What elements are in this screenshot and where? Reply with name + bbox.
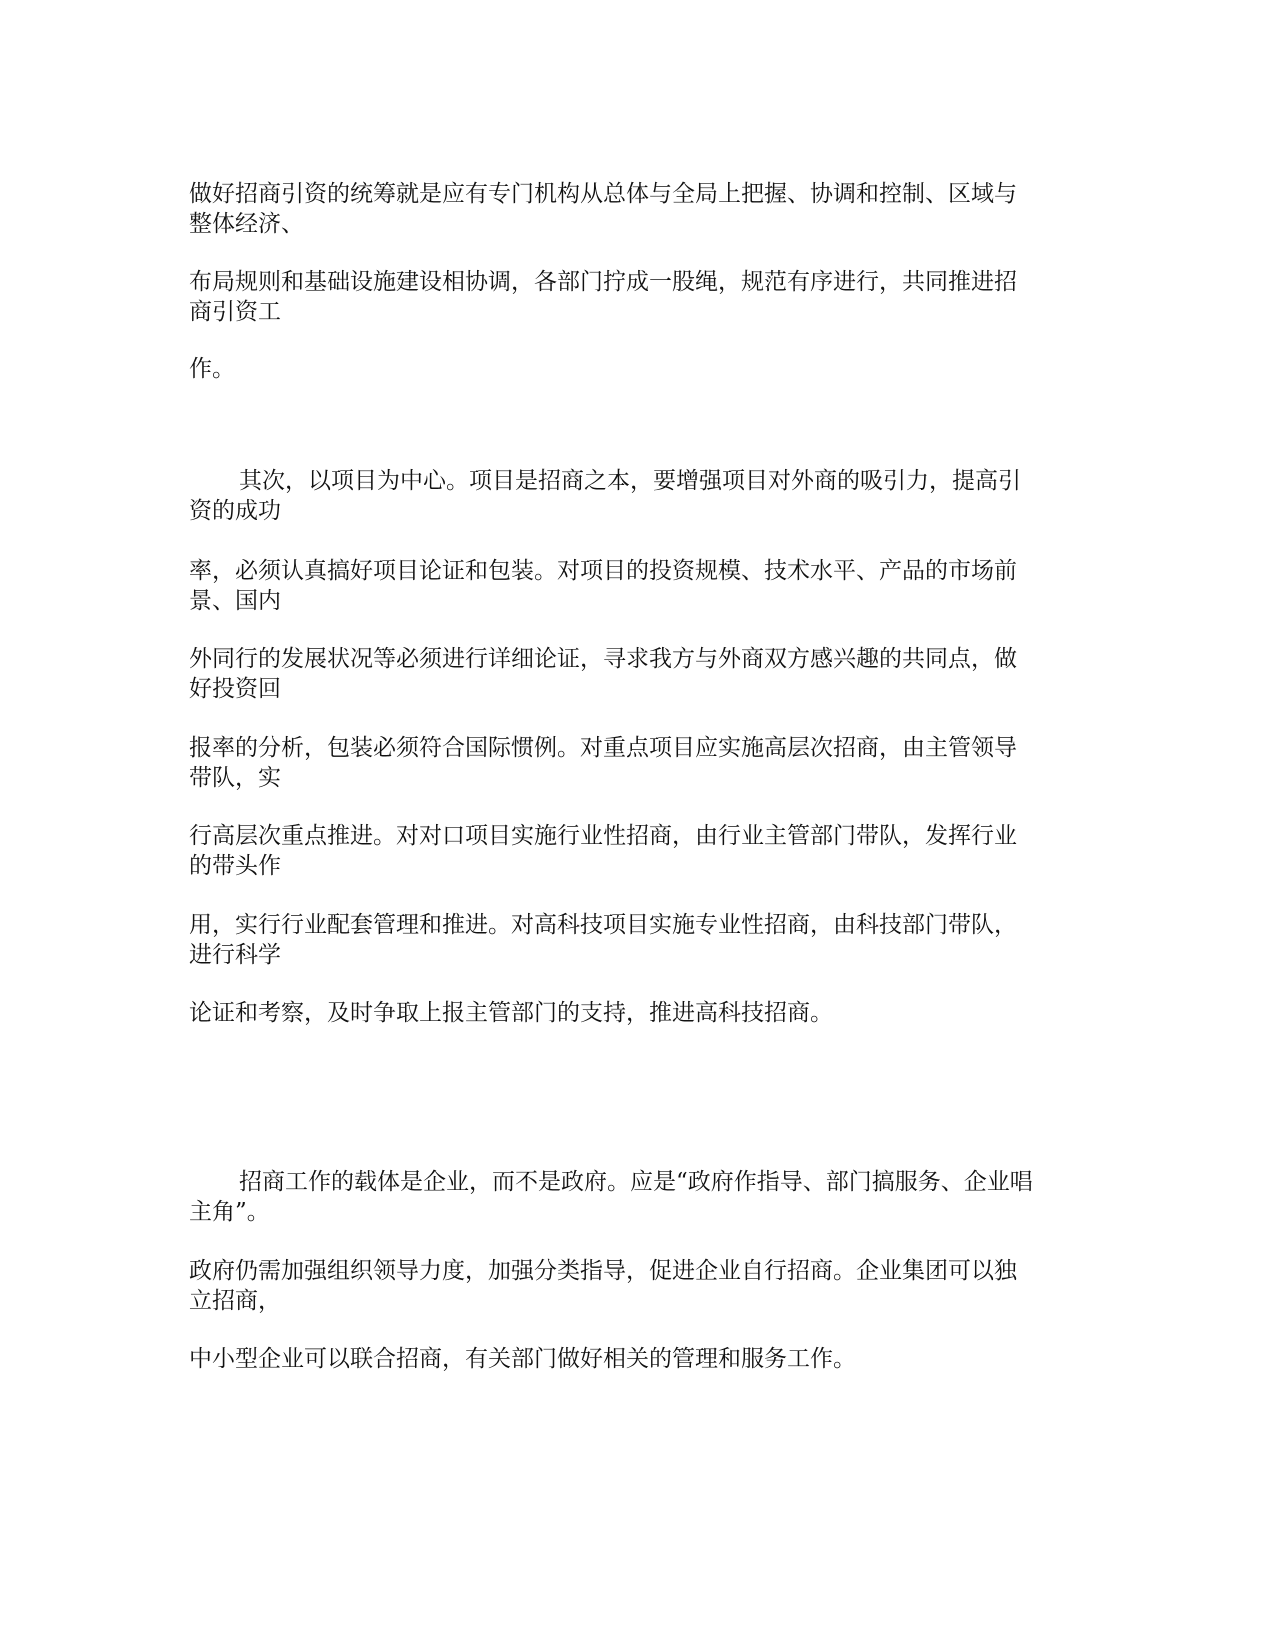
text-line: 用，实行行业配套管理和推进。对高科技项目实施专业性招商，由科技部门带队， [189, 912, 1017, 938]
text-line: 率，必须认真搞好项目论证和包装。对项目的投资规模、技术水平、产品的市场前 [189, 558, 1017, 584]
text-line: 主角”。 [189, 1199, 270, 1225]
text-line: 进行科学 [189, 942, 281, 968]
text-line: 的带头作 [189, 853, 281, 879]
text-line: 行高层次重点推进。对对口项目实施行业性招商，由行业主管部门带队，发挥行业 [189, 823, 1017, 849]
text-line: 中小型企业可以联合招商，有关部门做好相关的管理和服务工作。 [189, 1346, 856, 1372]
text-line: 做好招商引资的统筹就是应有专门机构从总体与全局上把握、协调和控制、区域与 [189, 181, 1017, 207]
text-line: 带队，实 [189, 765, 281, 791]
text-line: 布局规则和基础设施建设相协调，各部门拧成一股绳，规范有序进行，共同推进招 [189, 269, 1017, 295]
text-line: 作。 [189, 356, 235, 382]
text-line: 外同行的发展状况等必须进行详细论证，寻求我方与外商双方感兴趣的共同点，做 [189, 646, 1017, 672]
text-line: 资的成功 [189, 498, 281, 524]
text-line: 商引资工 [189, 299, 281, 325]
text-line: 政府仍需加强组织领导力度，加强分类指导，促进企业自行招商。企业集团可以独 [189, 1258, 1017, 1284]
text-line: 整体经济、 [189, 211, 304, 237]
text-line: 立招商， [189, 1288, 281, 1314]
text-line: 好投资回 [189, 676, 281, 702]
text-line: 景、国内 [189, 588, 281, 614]
text-line: 报率的分析，包装必须符合国际惯例。对重点项目应实施高层次招商，由主管领导 [189, 735, 1017, 761]
text-line: 论证和考察，及时争取上报主管部门的支持，推进高科技招商。 [189, 1000, 833, 1026]
text-line: 招商工作的载体是企业，而不是政府。应是“政府作指导、部门搞服务、企业唱 [239, 1169, 1033, 1195]
text-line: 其次，以项目为中心。项目是招商之本，要增强项目对外商的吸引力，提高引 [239, 468, 1021, 494]
